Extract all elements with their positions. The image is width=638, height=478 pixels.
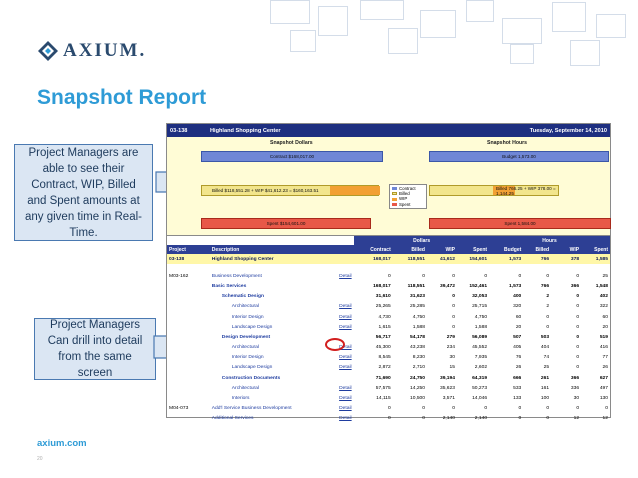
row-value: 0 bbox=[546, 416, 550, 422]
detail-link[interactable]: Detail bbox=[339, 365, 352, 371]
table-row bbox=[167, 393, 610, 403]
summary-project: 03-138 bbox=[167, 254, 210, 264]
row-value: 0 bbox=[388, 416, 391, 422]
row-value: 74 bbox=[543, 355, 550, 361]
row-value: 1,615 bbox=[378, 324, 391, 330]
row-value: 0 bbox=[388, 273, 391, 279]
row-value: 20 bbox=[602, 324, 608, 330]
row-value: 0 bbox=[422, 273, 425, 279]
row-project bbox=[167, 343, 210, 353]
row-value: 0 bbox=[576, 304, 580, 310]
row-value: 0 bbox=[388, 406, 391, 412]
callout-text: Project Managers Can drill into detail from the same screen bbox=[47, 319, 143, 379]
row-description: Interiors bbox=[231, 396, 250, 402]
row-value: 130 bbox=[599, 396, 608, 402]
row-value: 1,588 bbox=[474, 324, 488, 330]
row-value: 25,285 bbox=[410, 304, 425, 310]
row-project bbox=[167, 302, 210, 312]
row-value: 234 bbox=[446, 345, 455, 351]
row-value: 60 bbox=[515, 314, 522, 320]
row-value: 60 bbox=[602, 314, 608, 320]
col-budget: Budget bbox=[489, 245, 523, 254]
row-value: 12 bbox=[602, 416, 608, 422]
table-row bbox=[167, 332, 610, 342]
row-value: 25,715 bbox=[472, 304, 488, 310]
row-detail-cell bbox=[337, 302, 354, 312]
legend-spent: Spent bbox=[392, 202, 424, 207]
row-value: 0 bbox=[452, 294, 455, 300]
row-value: 64,319 bbox=[472, 375, 488, 381]
dollars-wip-segment bbox=[330, 186, 380, 195]
row-value: 168,017 bbox=[373, 283, 391, 289]
row-value: 0 bbox=[422, 416, 425, 422]
table-row bbox=[167, 302, 610, 312]
row-value: 416 bbox=[599, 345, 608, 351]
spacer-row bbox=[167, 264, 610, 271]
row-value: 0 bbox=[576, 355, 580, 361]
row-value: 77 bbox=[602, 355, 608, 361]
row-value: 402 bbox=[599, 294, 608, 300]
row-value: 35,623 bbox=[439, 385, 455, 391]
row-description: Basic Services bbox=[211, 283, 247, 289]
row-value: 76 bbox=[515, 355, 522, 361]
row-value: 0 bbox=[576, 314, 580, 320]
row-description: Interior Design bbox=[231, 314, 264, 320]
dollars-contract-bar bbox=[201, 151, 383, 162]
summary-wip-hours: 378 bbox=[551, 254, 581, 264]
summary-billed: 118,551 bbox=[393, 254, 427, 264]
row-value: 405 bbox=[513, 345, 522, 351]
grid-square bbox=[290, 30, 316, 52]
row-value: 320 bbox=[513, 304, 522, 310]
legend-billed: Billed bbox=[392, 191, 424, 196]
row-project bbox=[167, 281, 210, 291]
grid-square bbox=[318, 6, 348, 36]
footer-url: axium.com bbox=[37, 438, 87, 449]
callout-drill-into-detail bbox=[34, 318, 156, 380]
row-detail-cell bbox=[337, 312, 354, 322]
row-value: 0 bbox=[452, 314, 455, 320]
row-description: Schematic Design bbox=[221, 294, 264, 300]
table-row bbox=[167, 343, 610, 353]
row-value: 20 bbox=[515, 324, 522, 330]
brand-name: AXIUM. bbox=[63, 40, 147, 61]
row-value: 366 bbox=[570, 283, 580, 289]
table-row bbox=[167, 353, 610, 363]
detail-highlight-circle bbox=[325, 338, 345, 351]
row-project: M04-073 bbox=[169, 406, 189, 412]
row-project bbox=[167, 292, 210, 302]
col-contract: Contract bbox=[354, 245, 393, 254]
row-value: 24,750 bbox=[410, 375, 425, 381]
row-value: 14,250 bbox=[410, 385, 425, 391]
table-row bbox=[167, 271, 610, 281]
row-description: Architectural bbox=[231, 304, 259, 310]
row-description: Business Development bbox=[211, 273, 262, 279]
dollars-billed-bar bbox=[201, 185, 379, 196]
table-row bbox=[167, 414, 610, 424]
row-detail-cell bbox=[337, 353, 354, 363]
row-value: 39,472 bbox=[439, 283, 455, 289]
row-value: 0 bbox=[576, 334, 580, 340]
summary-budget: 1,573 bbox=[489, 254, 523, 264]
col-spent-dollars: Spent bbox=[457, 245, 489, 254]
table-row bbox=[167, 292, 610, 302]
row-value: 766 bbox=[540, 283, 550, 289]
row-value: 26 bbox=[515, 365, 522, 371]
row-value: 0 bbox=[546, 314, 550, 320]
dollars-billed-label: Billed $118,551.28 + WIP $41,612.23 = $160,163.51 bbox=[212, 188, 319, 193]
row-value: 0 bbox=[452, 304, 455, 310]
grid-square bbox=[420, 10, 456, 38]
row-value: 0 bbox=[518, 406, 522, 412]
grid-square bbox=[360, 0, 404, 20]
hours-billed-label: Billed 766.25 + WIP 378.00 = 1,144.25 bbox=[496, 185, 556, 196]
row-value: 0 bbox=[484, 406, 488, 412]
row-value: 627 bbox=[599, 375, 608, 381]
row-value: 26 bbox=[602, 365, 608, 371]
row-project bbox=[167, 373, 210, 383]
row-project bbox=[167, 332, 210, 342]
row-detail-cell bbox=[337, 383, 354, 393]
hours-budget-bar bbox=[429, 151, 609, 162]
col-spent-hours: Spent bbox=[581, 245, 610, 254]
row-value: 31,623 bbox=[410, 294, 425, 300]
col-wip-dollars: WIP bbox=[427, 245, 457, 254]
row-value: 25 bbox=[543, 365, 550, 371]
row-value: 2,872 bbox=[378, 365, 391, 371]
row-value: 15 bbox=[449, 365, 455, 371]
row-description: Architectural bbox=[231, 385, 259, 391]
row-value: 2,140 bbox=[442, 416, 455, 422]
summary-description: Highland Shopping Center bbox=[210, 254, 337, 264]
row-value: 2 bbox=[546, 294, 550, 300]
detail-link[interactable]: Detail bbox=[339, 314, 352, 320]
table-row bbox=[167, 383, 610, 393]
callout-text: Project Managers are able to see their Contract, WIP, Billed and Spent amounts at any given time in Real-Time. bbox=[25, 146, 142, 239]
summary-wip: 41,612 bbox=[427, 254, 457, 264]
row-detail-cell bbox=[337, 414, 354, 424]
row-value: 404 bbox=[540, 345, 550, 351]
row-description: Landscape Design bbox=[231, 365, 273, 371]
row-value: 1,548 bbox=[595, 283, 608, 289]
hours-spent-bar bbox=[429, 218, 611, 229]
legend-wip: WIP bbox=[392, 196, 424, 201]
row-value: 0 bbox=[576, 365, 580, 371]
row-project bbox=[167, 414, 210, 424]
summary-spent: 154,601 bbox=[457, 254, 489, 264]
row-value: 57,575 bbox=[375, 385, 391, 391]
hours-billed-bar bbox=[429, 185, 559, 196]
row-value: 0 bbox=[576, 345, 580, 351]
row-value: 4,750 bbox=[412, 314, 425, 320]
row-project bbox=[167, 363, 210, 373]
row-project bbox=[167, 383, 210, 393]
detail-link[interactable]: Detail bbox=[339, 345, 352, 351]
row-value: 30 bbox=[573, 396, 580, 402]
col-description: Description bbox=[210, 245, 337, 254]
row-value: 0 bbox=[576, 324, 580, 330]
row-value: 118,551 bbox=[407, 283, 425, 289]
row-value: 400 bbox=[513, 294, 522, 300]
report-project-code: 03-138 bbox=[170, 127, 188, 134]
table-row bbox=[167, 373, 610, 383]
report-header bbox=[167, 124, 610, 137]
table-group-header bbox=[167, 236, 610, 245]
group-hours: Hours bbox=[489, 236, 610, 245]
summary-row bbox=[167, 254, 610, 264]
row-value: 1,573 bbox=[509, 283, 522, 289]
row-value: 39,194 bbox=[439, 375, 455, 381]
axium-logo bbox=[37, 40, 146, 62]
row-value: 100 bbox=[540, 396, 550, 402]
row-description: Additional Services bbox=[211, 416, 254, 422]
row-description: Add'l Service Business Development bbox=[211, 406, 292, 412]
snapshot-report-panel bbox=[166, 123, 611, 422]
callout-real-time-amounts bbox=[14, 144, 153, 241]
row-project: M03-162 bbox=[169, 273, 189, 279]
row-value: 8,545 bbox=[378, 355, 391, 361]
row-value: 7,935 bbox=[474, 355, 488, 361]
detail-link[interactable]: Detail bbox=[339, 304, 352, 310]
row-value: 0 bbox=[422, 406, 425, 412]
row-description: Landscape Design bbox=[231, 324, 273, 330]
grid-square bbox=[388, 28, 418, 54]
row-value: 507 bbox=[513, 334, 522, 340]
legend-contract: Contract bbox=[392, 186, 424, 191]
row-value: 30 bbox=[449, 355, 455, 361]
row-value: 4,750 bbox=[474, 314, 488, 320]
grid-square bbox=[502, 18, 542, 44]
row-value: 279 bbox=[446, 334, 455, 340]
row-project bbox=[167, 393, 210, 403]
row-detail-cell bbox=[337, 292, 354, 302]
detail-link[interactable]: Detail bbox=[339, 324, 352, 330]
grid-square bbox=[510, 44, 534, 64]
summary-contract: 168,017 bbox=[354, 254, 393, 264]
group-dollars: Dollars bbox=[354, 236, 489, 245]
row-value: 45,300 bbox=[375, 345, 391, 351]
snapshot-hours-title: Snapshot Hours bbox=[487, 140, 528, 146]
row-value: 1,588 bbox=[412, 324, 425, 330]
row-value: 0 bbox=[576, 406, 580, 412]
hours-budget-label: Budget 1,573.00 bbox=[502, 154, 536, 159]
grid-square bbox=[466, 0, 494, 22]
snapshot-table bbox=[167, 236, 610, 424]
snapshot-graphs bbox=[167, 137, 610, 236]
detail-link[interactable]: Detail bbox=[339, 416, 352, 422]
row-value: 322 bbox=[599, 304, 608, 310]
row-value: 2,710 bbox=[412, 365, 425, 371]
row-value: 666 bbox=[513, 375, 522, 381]
row-value: 533 bbox=[513, 385, 522, 391]
dollars-spent-label: Spent $154,601.00 bbox=[266, 221, 306, 226]
row-value: 0 bbox=[546, 273, 550, 279]
summary-billed-hours: 766 bbox=[523, 254, 551, 264]
row-value: 3,571 bbox=[442, 396, 455, 402]
page-title: Snapshot Report bbox=[37, 86, 207, 109]
row-value: 0 bbox=[518, 416, 522, 422]
chart-legend bbox=[389, 184, 427, 209]
row-value: 0 bbox=[576, 273, 580, 279]
row-value: 0 bbox=[518, 273, 522, 279]
dollars-contract-label: Contract $168,017.00 bbox=[269, 154, 315, 159]
row-value: 503 bbox=[540, 334, 550, 340]
row-value: 56,089 bbox=[472, 334, 488, 340]
report-project-name: Highland Shopping Center bbox=[210, 127, 281, 134]
col-wip-hours: WIP bbox=[551, 245, 581, 254]
summary-spent-hours: 1,585 bbox=[581, 254, 610, 264]
grid-square bbox=[596, 14, 626, 38]
row-value: 0 bbox=[576, 294, 580, 300]
row-value: 2 bbox=[546, 304, 550, 310]
row-value: 8,230 bbox=[412, 355, 425, 361]
col-billed-hours: Billed bbox=[523, 245, 551, 254]
row-value: 0 bbox=[605, 406, 608, 412]
row-value: 261 bbox=[540, 375, 550, 381]
row-value: 161 bbox=[540, 385, 550, 391]
row-detail-cell bbox=[337, 404, 354, 414]
row-value: 45,552 bbox=[472, 345, 488, 351]
decorative-grid bbox=[270, 0, 638, 72]
row-value: 133 bbox=[513, 396, 522, 402]
table-row bbox=[167, 281, 610, 291]
row-value: 25 bbox=[602, 273, 608, 279]
snapshot-dollars-title: Snapshot Dollars bbox=[270, 140, 313, 146]
row-value: 56,717 bbox=[375, 334, 391, 340]
table-row bbox=[167, 312, 610, 322]
grid-square bbox=[270, 0, 310, 24]
row-value: 43,238 bbox=[410, 345, 425, 351]
detail-link[interactable]: Detail bbox=[339, 406, 352, 412]
row-project bbox=[167, 322, 210, 332]
row-value: 12 bbox=[573, 416, 580, 422]
row-detail-cell bbox=[337, 393, 354, 403]
row-value: 2,602 bbox=[474, 365, 488, 371]
hours-spent-label: Spent 1,584.00 bbox=[504, 221, 536, 226]
grid-square bbox=[552, 2, 586, 32]
row-detail-cell bbox=[337, 281, 354, 291]
table-row bbox=[167, 363, 610, 373]
row-value: 0 bbox=[484, 273, 488, 279]
row-value: 519 bbox=[599, 334, 608, 340]
row-value: 2,140 bbox=[474, 416, 488, 422]
row-description: Construction Documents bbox=[221, 375, 281, 381]
row-project bbox=[167, 353, 210, 363]
row-value: 14,046 bbox=[472, 396, 488, 402]
row-detail-cell bbox=[337, 373, 354, 383]
detail-link[interactable]: Detail bbox=[339, 396, 352, 402]
row-detail-cell bbox=[337, 271, 354, 281]
row-value: 0 bbox=[452, 273, 455, 279]
row-value: 71,690 bbox=[375, 375, 391, 381]
row-description: Interior Design bbox=[231, 355, 264, 361]
row-value: 152,461 bbox=[469, 283, 488, 289]
detail-link[interactable]: Detail bbox=[339, 273, 352, 279]
row-detail-cell bbox=[337, 363, 354, 373]
report-date: Tuesday, September 14, 2010 bbox=[529, 127, 607, 134]
table-row bbox=[167, 322, 610, 332]
page-number: 20 bbox=[37, 456, 43, 462]
dollars-spent-bar bbox=[201, 218, 371, 229]
row-value: 4,730 bbox=[378, 314, 391, 320]
col-billed-dollars: Billed bbox=[393, 245, 427, 254]
row-value: 10,500 bbox=[410, 396, 425, 402]
detail-link[interactable]: Detail bbox=[339, 355, 352, 361]
grid-square bbox=[570, 40, 600, 66]
row-value: 0 bbox=[546, 406, 550, 412]
row-value: 336 bbox=[570, 385, 580, 391]
row-project bbox=[167, 312, 210, 322]
table-row bbox=[167, 404, 610, 414]
axium-logo-icon bbox=[37, 40, 59, 62]
row-value: 366 bbox=[570, 375, 580, 381]
detail-link[interactable]: Detail bbox=[339, 385, 352, 391]
row-description: Design Development bbox=[221, 334, 271, 340]
row-value: 0 bbox=[452, 324, 455, 330]
row-description: Architectural bbox=[231, 345, 259, 351]
row-value: 32,053 bbox=[472, 294, 488, 300]
row-value: 25,265 bbox=[375, 304, 391, 310]
row-detail-cell bbox=[337, 322, 354, 332]
row-value: 54,178 bbox=[410, 334, 425, 340]
row-value: 50,273 bbox=[472, 385, 488, 391]
col-project: Project bbox=[167, 245, 210, 254]
table-column-header bbox=[167, 245, 610, 254]
row-value: 14,115 bbox=[376, 396, 391, 402]
row-value: 497 bbox=[599, 385, 608, 391]
row-value: 0 bbox=[452, 406, 455, 412]
row-value: 31,610 bbox=[375, 294, 391, 300]
row-value: 0 bbox=[546, 324, 550, 330]
